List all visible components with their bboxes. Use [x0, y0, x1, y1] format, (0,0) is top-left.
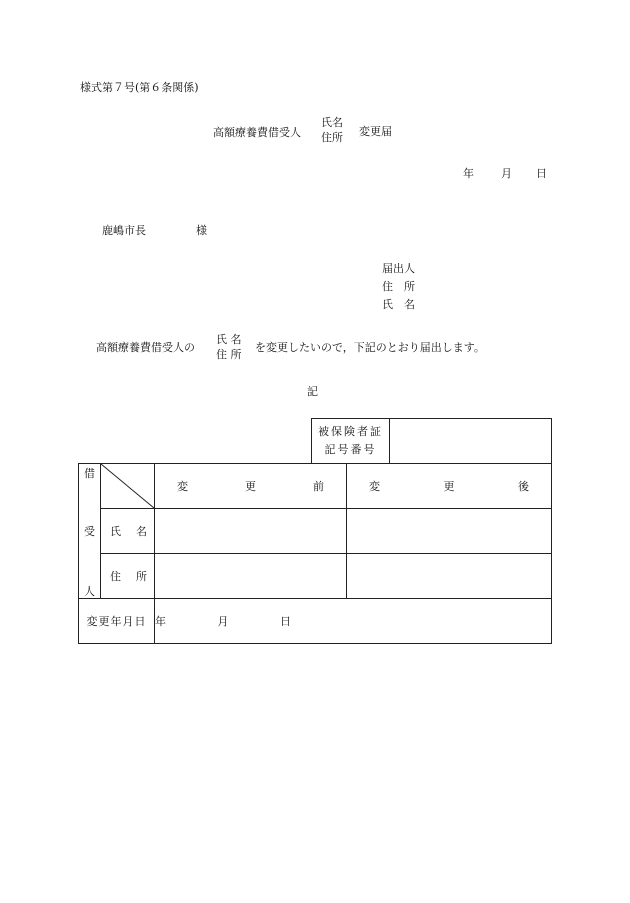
name-char-2: 名: [136, 525, 147, 538]
before-header: [155, 464, 347, 509]
address-before-field[interactable]: [155, 554, 347, 599]
insurance-card-table: [311, 418, 552, 463]
address-char-1: 住: [110, 570, 121, 583]
address-after-field[interactable]: [347, 554, 552, 599]
statement-stack-address: 住 所: [216, 347, 242, 361]
borrower-char-3: 人: [84, 585, 95, 598]
name-row-label: [101, 509, 155, 554]
after-char-3: 後: [518, 480, 529, 493]
ki-label: 記: [307, 385, 318, 398]
borrower-char-2: 受: [84, 525, 95, 538]
statement-stack: [216, 333, 242, 363]
statement-suffix: を変更したいので，下記のとおり届出します。: [255, 341, 485, 354]
after-header: [347, 464, 552, 509]
addressee-honorific: 様: [196, 224, 207, 237]
title-stack-address: 住所: [321, 130, 343, 144]
borrower-label: [79, 464, 101, 599]
diagonal-header-cell: [101, 464, 155, 509]
change-date-field[interactable]: [155, 599, 552, 644]
date-day: 日: [536, 167, 547, 180]
statement-prefix: 高額療養費借受人の: [96, 341, 195, 354]
change-date-year: 年: [155, 615, 166, 628]
before-char-1: 変: [177, 480, 188, 493]
diagonal-line: [101, 464, 154, 508]
date-year: 年: [463, 167, 474, 180]
title-prefix: 高額療養費借受人: [213, 126, 301, 139]
title-stack-name: 氏名: [321, 116, 343, 129]
insurance-card-label-line1: 被保険者証: [318, 425, 383, 439]
addressee-name: 鹿嶋市長: [102, 224, 146, 237]
insurance-card-label: [312, 419, 390, 464]
after-char-1: 変: [369, 480, 380, 493]
applicant-name-label: 氏 名: [382, 298, 415, 311]
form-number: 様式第７号(第６条関係): [80, 81, 199, 94]
name-before-field[interactable]: [155, 509, 347, 554]
applicant-address-label: 住 所: [382, 280, 415, 293]
borrower-char-1: 借: [84, 467, 95, 480]
title-suffix: 変更届: [359, 125, 392, 138]
insurance-card-label-line2: 記号番号: [324, 443, 377, 456]
change-date-month: 月: [217, 615, 229, 628]
name-char-1: 氏: [110, 525, 121, 538]
name-after-field[interactable]: [347, 509, 552, 554]
address-row-label: [101, 554, 155, 599]
applicant-heading: 届出人: [382, 262, 415, 275]
insurance-card-value[interactable]: [390, 419, 552, 464]
before-char-3: 前: [313, 480, 324, 493]
address-char-2: 所: [136, 570, 147, 583]
after-char-2: 更: [443, 480, 455, 493]
change-table: [78, 463, 552, 644]
change-date-label-text: 変更年月日: [86, 615, 147, 628]
change-date-label: [79, 599, 155, 644]
title-stack: [321, 116, 343, 146]
date-month: 月: [501, 167, 512, 180]
change-date-day: 日: [280, 615, 291, 628]
statement-stack-name: 氏 名: [216, 333, 242, 346]
before-char-2: 更: [245, 480, 256, 493]
